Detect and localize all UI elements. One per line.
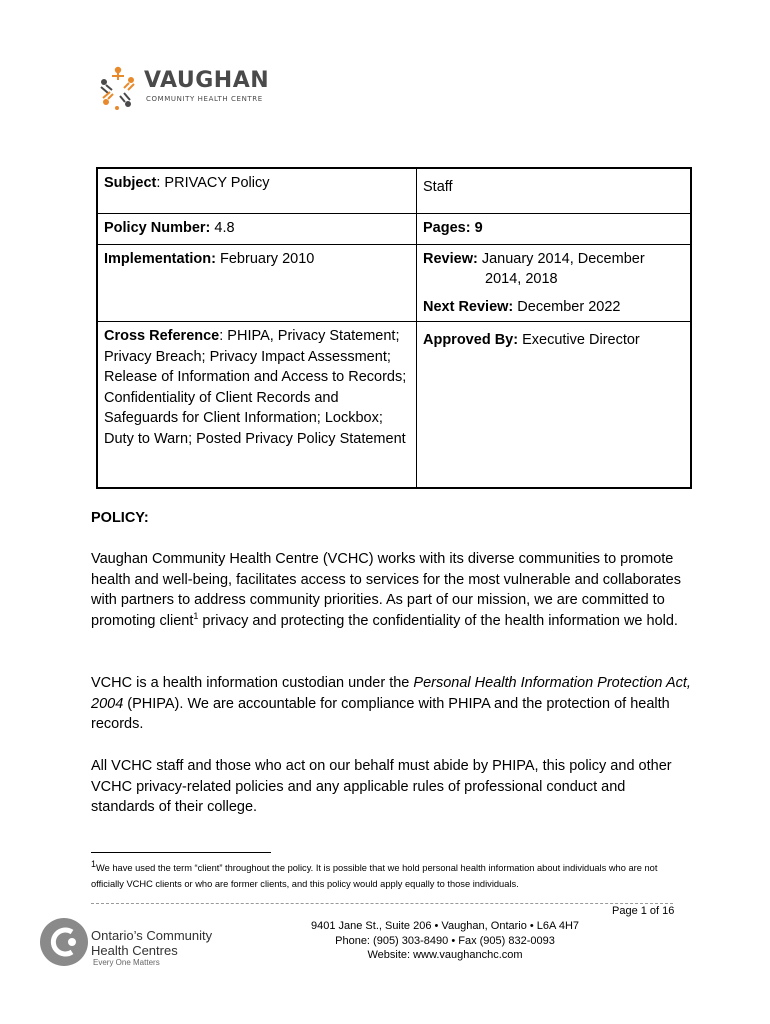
p1-tail: privacy and protecting the confidentiality of the health information we hold. <box>198 613 678 630</box>
ochc-name <box>91 928 212 958</box>
logo-name: VAUGHAN <box>144 68 270 93</box>
ochc-c-icon <box>38 916 90 968</box>
implementation-cell <box>97 244 417 322</box>
subject-cell <box>97 168 417 213</box>
vchc-logo <box>98 64 278 112</box>
review-value-2: 2014, 2018 <box>485 271 558 287</box>
paragraph-mission <box>91 549 691 632</box>
footnote-text: We have used the term “client” throughout the policy. It is possible that we hold personal health information about individuals who are not officially VCHC clients or who are former clients, and this policy would apply equally to those individuals. <box>91 863 658 889</box>
footer-address <box>270 919 620 963</box>
approved-by-value: Executive Director <box>518 332 640 348</box>
policy-number-label: Policy Number: <box>104 219 211 236</box>
implementation-value: February 2010 <box>215 250 315 267</box>
pages-value: 9 <box>470 219 483 236</box>
policy-number-cell <box>97 213 417 244</box>
policy-info-table <box>96 167 692 489</box>
ochc-line-2: Health Centres <box>91 943 178 958</box>
approved-by-label: Approved By: <box>423 332 519 348</box>
pages-cell <box>417 213 692 244</box>
address-line: 9401 Jane St., Suite 206 • Vaughan, Ontario • L6A 4H7 <box>310 920 580 932</box>
ochc-logo <box>38 916 228 972</box>
footnote <box>91 860 691 892</box>
cross-reference-label: Cross Reference <box>104 328 220 344</box>
footnote-marker: 1 <box>91 858 97 869</box>
page-number: Page 1 of 16 <box>612 905 675 917</box>
paragraph-custodian <box>91 673 691 735</box>
paragraph-staff: All VCHC staff and those who act on our behalf must abide by PHIPA, this policy and other VCHC privacy-related policies and any applicable rules of professional conduct and standards of their college. <box>91 758 672 816</box>
next-review-value: December 2022 <box>513 298 621 315</box>
implementation-label: Implementation: <box>104 250 216 267</box>
ochc-line-1: Ontario’s Community <box>91 928 213 943</box>
cross-reference-value: : PHIPA, Privacy Statement; Privacy Breach; Privacy Impact Assessment; Release of Information and Access to Records; Confidentiality of Client Records and Safeguards for Client Information; Lockbox; Duty to Warn; Posted Privacy Policy Statement <box>104 328 407 447</box>
policy-number-value: 4.8 <box>210 219 235 236</box>
review-label: Review: <box>423 250 478 267</box>
logo-subtitle: COMMUNITY HEALTH CENTRE <box>146 95 263 103</box>
policy-heading: POLICY: <box>91 510 149 526</box>
audience-cell <box>417 168 692 213</box>
review-value-1: January 2014, December <box>477 250 645 267</box>
p1-text: Vaughan Community Health Centre (VCHC) works with its diverse communities to promote health and well-being, facilitates access to services for the most vulnerable and collaborates with partners to address community priorities. As part of our mission, we are committed to promoting client <box>91 551 681 630</box>
website-line: Website: www.vaughanchc.com <box>367 949 523 961</box>
p2-pre: VCHC is a health information custodian under the <box>91 675 414 691</box>
audience-value: Staff <box>423 179 453 195</box>
people-circle-icon <box>98 66 138 110</box>
footnote-divider <box>91 852 271 853</box>
next-review-label: Next Review: <box>423 298 514 315</box>
footnote-ref: 1 <box>193 611 199 622</box>
next-review <box>423 297 684 318</box>
phone-line: Phone: (905) 303-8490 • Fax (905) 832-0093 <box>335 934 555 947</box>
subject-value: : PRIVACY Policy <box>156 175 270 191</box>
footer-divider <box>91 903 673 904</box>
p2-post: (PHIPA). We are accountable for compliance with PHIPA and the protection of health records. <box>91 695 670 733</box>
approved-by-cell <box>417 322 692 488</box>
pages-label: Pages: <box>423 219 471 236</box>
ochc-tagline: Every One Matters <box>93 958 160 967</box>
p2-act-title: Personal Health Information Protection Act, 2004 <box>91 675 691 712</box>
subject-label: Subject <box>104 175 157 191</box>
review-cell <box>417 244 692 322</box>
cross-reference-cell <box>97 322 417 488</box>
